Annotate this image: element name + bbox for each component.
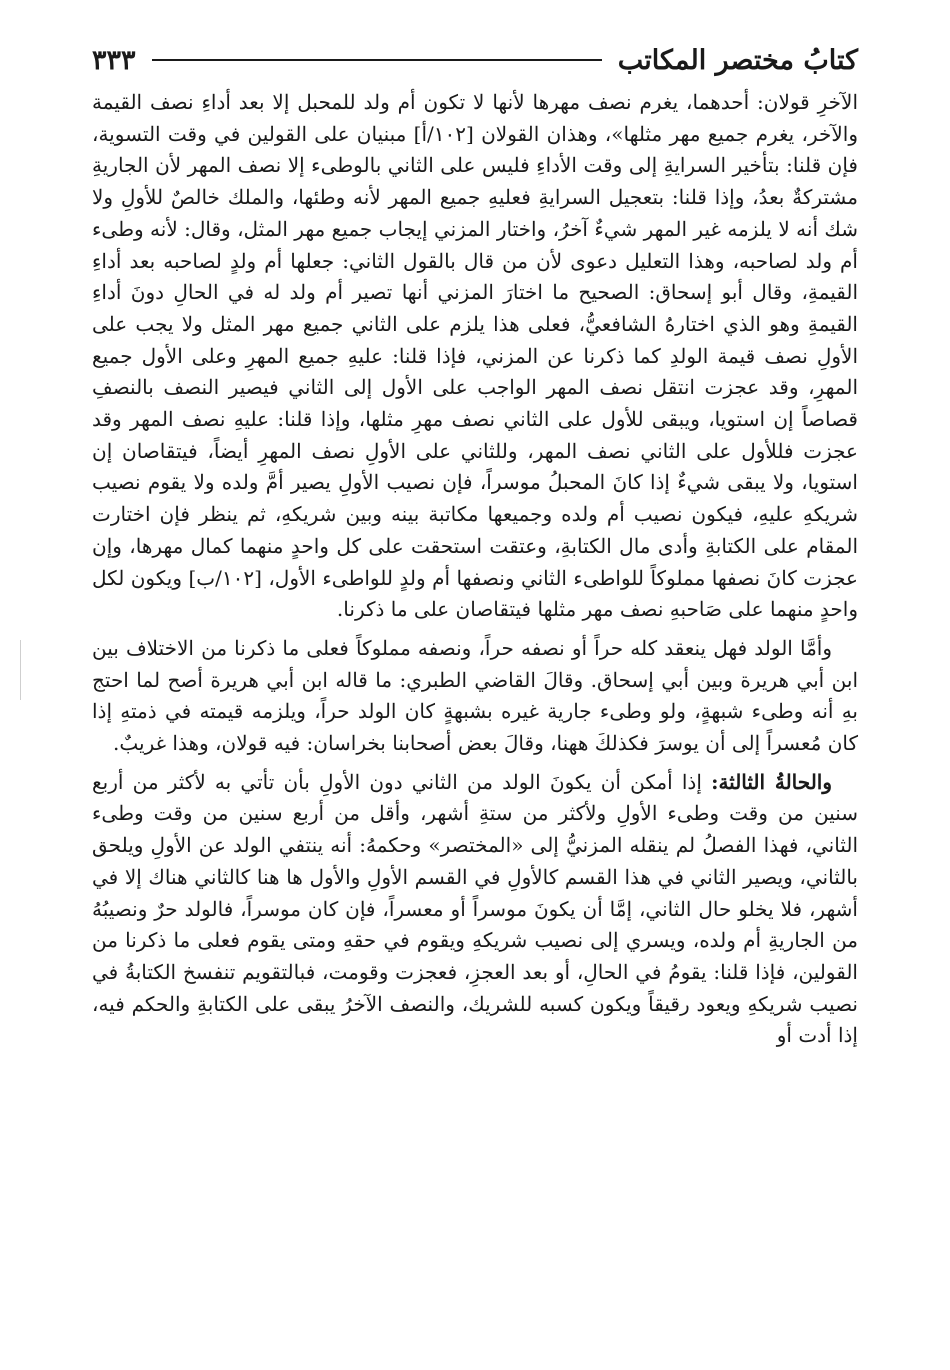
paragraph-2-text: وأمَّا الولد فهل ينعقد كله حراً أو نصفه حراً، ونصفه مملوكاً فعلى ما ذكرنا من الاختلاف بين ابن أبي هريرة وبين أبي إسحاق. وقالَ القاضي الطبري: ما قاله ابن أبي هريرة أصح لما احتج بهِ أنه وطىء شبهةٍ، ولو وطىء جارية غيره بشبهةٍ كان الولد حراً، ويلزمه قيمته في ذمتهِ إذا كان مُعسراً إلى أن يوسرَ فكذلكَ ههنا، وقالَ بعض أصحابنا بخراسان: فيه قولان، وهذا غريبٌ. [92,635,858,756]
paragraph-1 [92,87,858,626]
paragraph-3-text: إذا أمكن أن يكونَ الولد من الثاني دون الأولِ بأن تأتي به لأكثر من أربع سنين من وقت وطىء الأولِ ولأكثر من ستةِ أشهر، وأقل من أربع سنين من وقت وطىء الثاني، فهذا الفصلُ لم ينقله المزنيُّ إلى «المختصر» وحكمهُ: أنه ينتفي الولد عن الأولِ ويلحق بالثاني، ويصير الثاني في هذا القسم كالأولِ في القسم الأولِ والأول ها هنا كالثاني هناك إلا في أشهر، فلا يخلو حال الثاني، إمَّا أن يكونَ موسراً أو معسراً، فإن كان موسراً، فالولد حرٌ ونصيبُهُ من الجاريةِ أم ولده، ويسري إلى نصيب شريكهِ ويقوم في حقهِ ومتى يقوم فعلى ما ذكرنا من القولين، فإذا قلنا: يقومُ في الحالِ، أو بعد العجزِ، فعجزت وقومت، فبالتقويم تنفسخ الكتابةُ في نصيب شريكهِ ويعود رقيقاً ويكون كسبه للشريك، والنصف الآخرُ يبقى على الكتابةِ والحكم فيه، إذا أدت أو [92,769,858,1048]
running-title: كتابُ مختصر المكاتب [617,44,858,76]
section-title-third-case: والحالةُ الثالثة: [711,769,832,794]
paragraph-3 [92,767,858,1052]
paragraph-2 [92,633,858,760]
page-header [92,40,858,80]
page-body [92,87,858,1052]
scan-margin-line [20,640,21,700]
page-number: ٣٣٣ [92,44,136,76]
header-rule [152,59,602,61]
paragraph-1-text: الآخرِ قولان: أحدهما، يغرم نصف مهرها لأنها لا تكون أم ولد للمحبل إلا بعد أداءِ نصف القيمة والآخر، يغرم جميع مهر مثلها»، وهذان القولان [١٠٢/أ] مبنيان على القولين في وقت التسوية، فإن قلنا: بتأخير السرايةِ إلى وقت الأداءِ فليس على الثاني بالوطىء إلا نصف المهر لأن الجاريةِ مشتركةٌ بعدُ، وإذا قلنا: بتعجيل السرايةِ فعليهِ جميع المهر لأنه وطئها، والملك خالصٌ للأولِ ولا شك أنه لا يلزمه غير المهر شيءٌ آخرُ، واختار المزني إيجاب جميع مهر المثل، وقال: لأنه وطىء أم ولد لصاحبه، وهذا التعليل دعوى لأن من قال بالقول الثاني: جعلها أم ولدٍ لصاحبه بعد أداءِ القيمةِ، وقال أبو إسحاق: الصحيح ما اختارَ المزني أنها تصير أم ولد له في الحالِ دونَ أداءِ القيمةِ وهو الذي اختارهُ الشافعيُّ، فعلى هذا يلزم على الثاني جميع مهر المثل ولا يجب على الأولِ نصف قيمة الولدِ كما ذكرنا عن المزني، فإذا قلنا: عليهِ جميع المهرِ وعلى الأول جميع المهرِ، وقد عجزت انتقل نصف المهر الواجب على الأول إلى الثاني فيصير النصف بالنصفِ قصاصاً إن استويا، ويبقى للأول على الثاني نصف مهرِ مثلها، وإذا قلنا: عليهِ نصف المهر وقد عجزت فللأول على الثاني نصف المهر، وللثاني على الأولِ نصف المهرِ أيضاً، فيتقاصان إن استويا، ولا يبقى شيءٌ إذا كانَ المحبلُ موسراً، فإن نصيب الأولِ يصير أمَّ ولده ولا يقوم نصيب شريكهِ عليهِ، فيكون نصيب أم ولده وجميعها مكاتبة بينه وبين شريكهِ، ثم ينظر فإن اختارت المقام على الكتابةِ وأدى مال الكتابةِ، وعتقت استحقت على كل واحدٍ منهما كمال مهرها، وإن عجزت كانَ نصفها مملوكاً للواطىء الثاني ونصفها أم ولدٍ للواطىء الأول، [١٠٢/ب] ويكون لكل واحدٍ منهما على صَاحبهِ نصف مهر مثلها فيتقاصان على ما ذكرنا. [92,90,859,622]
